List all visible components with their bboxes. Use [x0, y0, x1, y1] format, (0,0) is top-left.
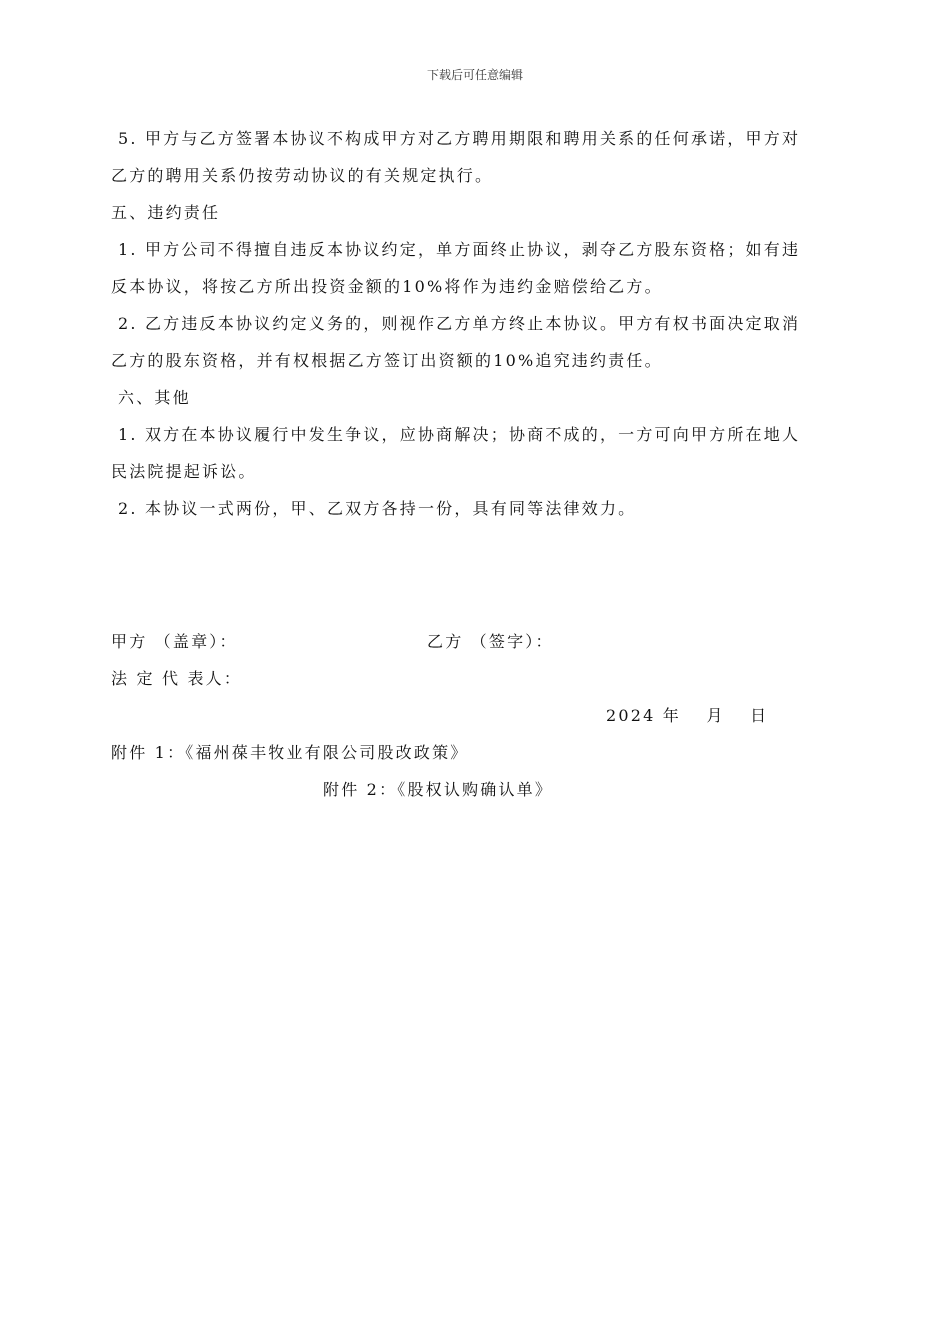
- other-item-1-line-2: 民法院提起诉讼。: [111, 462, 257, 481]
- clause-5-line-2: 乙方的聘用关系仍按劳动协议的有关规定执行。: [111, 166, 494, 185]
- signature-row: [111, 623, 841, 660]
- annex-2: 附件 2：《股权认购确认单》: [323, 780, 554, 799]
- section-title-breach: 五、违约责任: [111, 203, 221, 222]
- section-title-other: 六、其他: [118, 388, 191, 407]
- clause-5-line-1: 5. 甲方与乙方签署本协议不构成甲方对乙方聘用期限和聘用关系的任何承诺，甲方对: [118, 129, 801, 148]
- legal-representative-label: 法 定 代 表人：: [111, 669, 243, 688]
- other-item-1-line-1: 1. 双方在本协议履行中发生争议，应协商解决；协商不成的，一方可向甲方所在地人: [118, 425, 801, 444]
- breach-item-2-line-1: 2. 乙方违反本协议约定义务的，则视作乙方单方终止本协议。甲方有权书面决定取消: [118, 314, 801, 333]
- agreement-body: [111, 120, 841, 808]
- annex-1: 附件 1：《福州葆丰牧业有限公司股改政策》: [111, 743, 469, 762]
- date-row: [111, 697, 841, 734]
- party-b-signature-label: 乙方 （签字）：: [427, 632, 554, 651]
- page-header: 下载后可任意编辑: [426, 68, 523, 82]
- breach-item-1-line-2: 反本协议，将按乙方所出投资金额的10%将作为违约金赔偿给乙方。: [111, 277, 663, 296]
- blank-space: [111, 527, 841, 623]
- party-a-seal-label: 甲方 （盖章）：: [111, 632, 238, 651]
- breach-item-1-line-1: 1. 甲方公司不得擅自违反本协议约定，单方面终止协议，剥夺乙方股东资格；如有违: [118, 240, 801, 259]
- other-item-2-line-1: 2. 本协议一式两份，甲、乙双方各持一份，具有同等法律效力。: [118, 499, 637, 518]
- breach-item-2-line-2: 乙方的股东资格，并有权根据乙方签订出资额的10%追究违约责任。: [111, 351, 663, 370]
- signing-date: 2024 年 月 日: [606, 706, 769, 725]
